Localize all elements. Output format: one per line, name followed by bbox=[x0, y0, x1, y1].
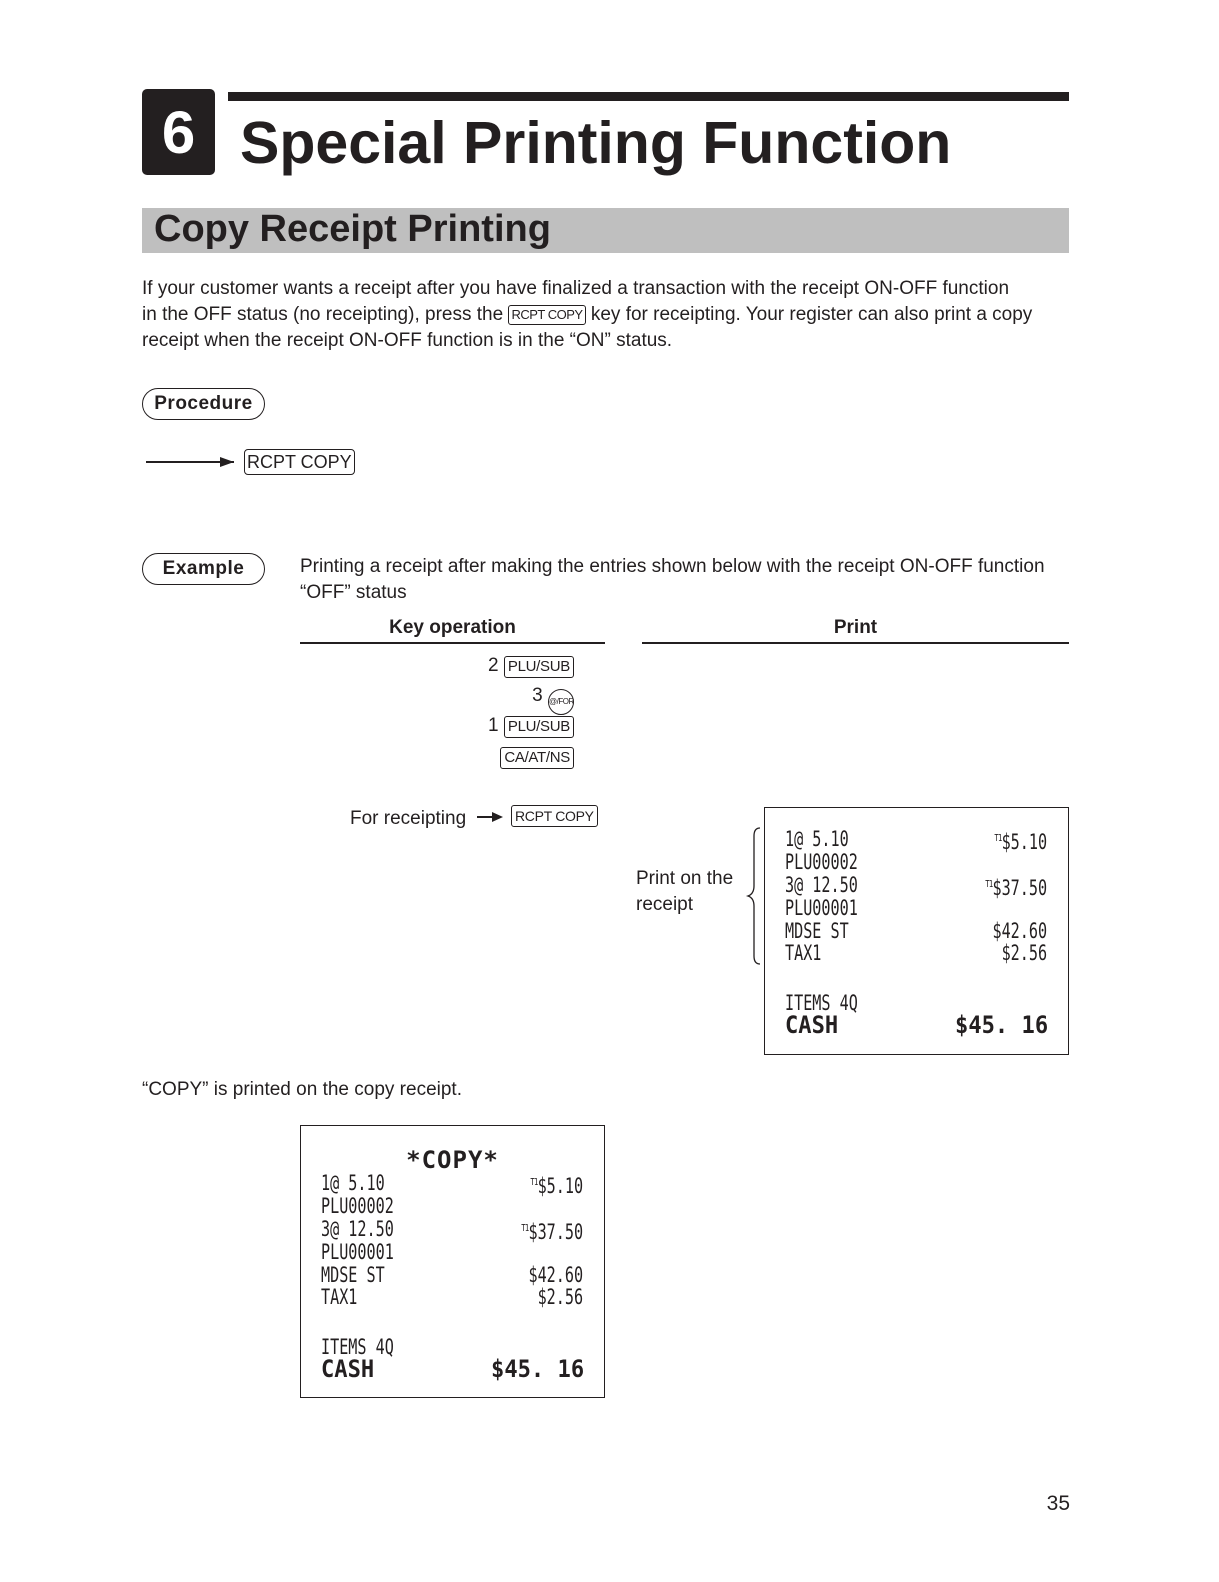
receipt-line: TAX1 $2.56 bbox=[785, 941, 1048, 965]
rcpt-copy-key: RCPT COPY bbox=[511, 805, 598, 827]
print-rule bbox=[642, 642, 1069, 644]
key-row bbox=[500, 746, 574, 769]
copy-note: “COPY” is printed on the copy receipt. bbox=[142, 1079, 462, 1100]
for-receipting-key-wrap bbox=[511, 805, 598, 827]
receipt-printout bbox=[764, 807, 1069, 1055]
intro-line-2-before: in the OFF status (no receipting), press the bbox=[142, 304, 504, 325]
key-row-number: 1 bbox=[488, 715, 499, 736]
copy-receipt-header: *COPY* bbox=[406, 1146, 499, 1174]
intro-line-2 bbox=[142, 302, 1072, 328]
print-header: Print bbox=[833, 617, 878, 638]
intro-line-3: receipt when the receipt ON-OFF function is in the “ON” status. bbox=[142, 330, 673, 351]
intro-line-2-after: key for receipting. Your register can also print a copy bbox=[590, 304, 1033, 325]
receipt-line: MDSE ST $42.60 bbox=[785, 919, 1048, 943]
receipt-line: ITEMS 4Q bbox=[785, 991, 858, 1015]
key-operation-rule bbox=[300, 642, 605, 644]
receipt-line: PLU00001 bbox=[785, 896, 858, 920]
copy-receipt-printout bbox=[300, 1125, 605, 1398]
example-description-line-2: “OFF” status bbox=[300, 582, 407, 603]
key-row bbox=[488, 715, 574, 738]
page-number: 35 bbox=[1046, 1492, 1070, 1515]
brace-icon bbox=[744, 826, 764, 966]
for-receipting-arrow-icon bbox=[492, 812, 503, 822]
receipt-line: 1@ 5.10 $^{T1}$\$5.10 bbox=[321, 1171, 584, 1198]
print-on-receipt-label bbox=[636, 866, 733, 918]
intro-line-1: If your customer wants a receipt after you have finalized a transaction with the receipt ON-OFF function bbox=[142, 278, 1010, 299]
receipt-line: MDSE ST $42.60 bbox=[321, 1263, 584, 1287]
print-on-receipt-line-2: receipt bbox=[636, 894, 694, 915]
key-operation-header: Key operation bbox=[389, 617, 516, 638]
receipt-line: 1@ 5.10 $^{T1}$\$5.10 bbox=[785, 827, 1048, 854]
key-row bbox=[532, 685, 574, 715]
key-row-number: 2 bbox=[488, 655, 499, 676]
chapter-number: 6 bbox=[142, 89, 215, 175]
for-receipting-label: For receipting bbox=[350, 808, 467, 829]
chapter-rule bbox=[228, 92, 1069, 101]
receipt-line: PLU00001 bbox=[321, 1240, 394, 1264]
receipt-line: ITEMS 4Q bbox=[321, 1335, 394, 1359]
key-row-number: 3 bbox=[532, 685, 543, 706]
section-title: Copy Receipt Printing bbox=[154, 208, 551, 250]
receipt-line: 3@ 12.50 $^{T1}$\$37.50 bbox=[785, 873, 1048, 900]
plu-sub-key: PLU/SUB bbox=[504, 716, 574, 738]
plu-sub-key: PLU/SUB bbox=[504, 656, 574, 678]
receipt-line: PLU00002 bbox=[321, 1194, 394, 1218]
chapter-title: Special Printing Function bbox=[240, 110, 952, 176]
example-label: Example bbox=[142, 553, 265, 585]
receipt-line: TAX1 $2.56 bbox=[321, 1285, 584, 1309]
intro-paragraph bbox=[142, 276, 1072, 354]
receipt-total-line: CASH $45. 16 bbox=[321, 1355, 585, 1383]
rcpt-copy-key-inline: RCPT COPY bbox=[508, 305, 585, 325]
procedure-arrow-icon bbox=[220, 457, 234, 467]
example-description-line-1: Printing a receipt after making the entries shown below with the receipt ON-OFF function bbox=[300, 556, 1045, 577]
key-row bbox=[488, 655, 574, 678]
print-on-receipt-line-1: Print on the bbox=[636, 868, 734, 889]
receipt-total-line: CASH $45. 16 bbox=[785, 1011, 1049, 1039]
procedure-rcpt-copy-key: RCPT COPY bbox=[244, 449, 355, 475]
procedure-label: Procedure bbox=[142, 388, 265, 420]
receipt-line: 3@ 12.50 $^{T1}$\$37.50 bbox=[321, 1217, 584, 1244]
receipt-line: PLU00002 bbox=[785, 850, 858, 874]
ca-at-ns-key: CA/AT/NS bbox=[500, 747, 574, 769]
example-description bbox=[300, 554, 1080, 606]
at-for-key: @/FOR bbox=[548, 689, 574, 715]
